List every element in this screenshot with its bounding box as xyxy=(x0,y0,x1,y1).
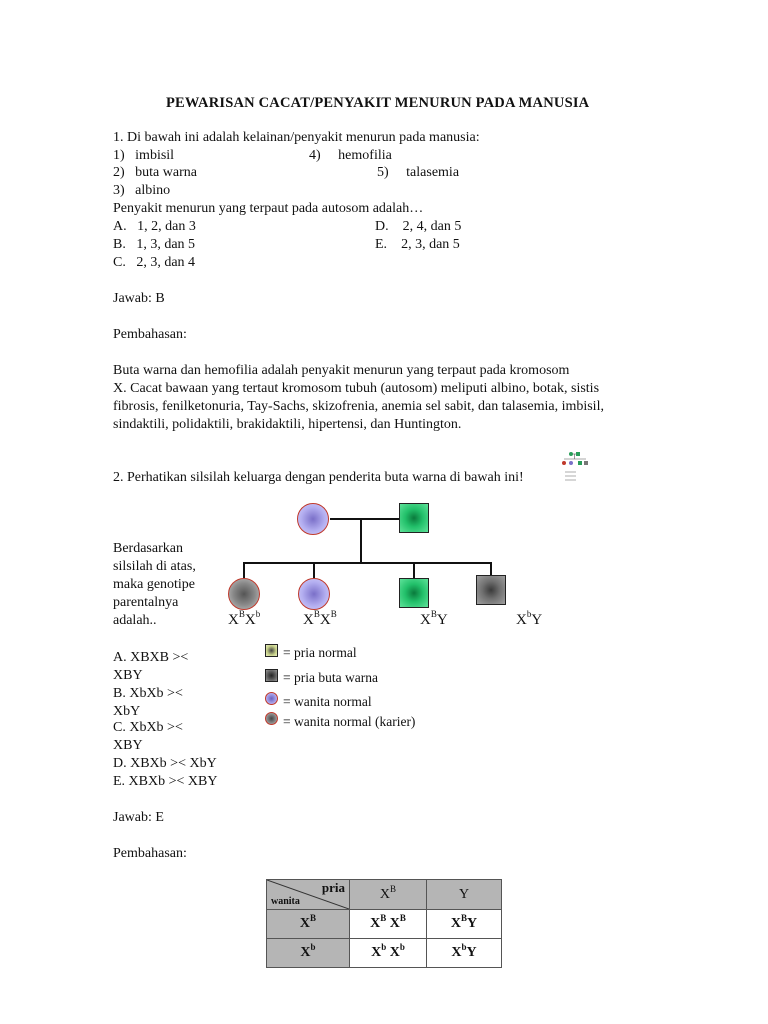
mother-normal-female-symbol xyxy=(297,503,329,535)
father-normal-male-symbol xyxy=(399,503,429,533)
genotype-label: $X^BX^b$ xyxy=(228,609,261,628)
q1-discussion-line: fibrosis, fenilketonuria, Tay-Sachs, skizofrenia, anemia sel sabit, dan talasemia, imbisil, xyxy=(113,399,604,414)
table-cell: $X^bY$ xyxy=(427,939,502,968)
column-header: $X^B$ xyxy=(350,880,427,910)
q2-option-d: D. XBXb >< XbY xyxy=(113,756,217,771)
document-title: PEWARISAN CACAT/PENYAKIT MENURUN PADA MANUSIA xyxy=(166,95,590,111)
q2-option-b-cont: XbY xyxy=(113,704,141,719)
child-drop-line xyxy=(490,562,492,576)
q1-discussion-line: X. Cacat bawaan yang tertaut kromosom tubuh (autosom) meliputi albino, botak, sistis xyxy=(113,381,600,396)
corner-header-cell xyxy=(267,880,350,910)
column-header: Y xyxy=(427,880,502,910)
child-drop-line xyxy=(413,562,415,578)
q2-side-text-line: maka genotipe xyxy=(113,577,196,592)
q2-side-text-line: parentalnya xyxy=(113,595,179,610)
q1-option-b xyxy=(113,237,195,253)
option-text: 2, 3, dan 4 xyxy=(136,255,196,270)
q1-discussion-line: sindaktili, polidaktili, brakidaktili, hipertensi, dan Huntington. xyxy=(113,417,462,432)
q1-option-d xyxy=(375,219,461,235)
corner-pria-label: pria xyxy=(321,880,345,895)
item-number: 3) xyxy=(113,183,125,198)
q1-item-2 xyxy=(113,165,197,181)
child-drop-line xyxy=(313,562,315,578)
option-text: 2, 4, dan 5 xyxy=(402,219,462,234)
q2-side-text-line: Berdasarkan xyxy=(113,541,183,556)
table-cell: $X^BY$ xyxy=(427,910,502,939)
q1-discussion-label: Pembahasan: xyxy=(113,327,187,342)
q1-question: Penyakit menurun yang terpaut pada autosom adalah… xyxy=(113,201,424,216)
option-letter: E. xyxy=(375,237,388,252)
item-text: talasemia xyxy=(406,165,460,180)
punnett-square-table xyxy=(266,879,502,968)
q2-answer: Jawab: E xyxy=(113,810,164,825)
legend-label: = wanita normal (karier) xyxy=(283,714,416,729)
q1-option-a xyxy=(113,219,196,235)
q1-discussion-line: Buta warna dan hemofilia adalah penyakit menurun yang terpaut pada kromosom xyxy=(113,363,570,378)
legend-label: = wanita normal xyxy=(283,694,372,709)
q1-item-5 xyxy=(377,165,459,181)
item-number: 1) xyxy=(113,148,125,163)
legend-carrier-female-icon xyxy=(265,712,278,725)
q2-option-b: B. XbXb >< xyxy=(113,686,183,701)
q2-side-text-line: adalah.. xyxy=(113,613,157,628)
q2-stem: 2. Perhatikan silsilah keluarga dengan penderita buta warna di bawah ini! xyxy=(113,470,524,485)
option-letter: D. xyxy=(375,219,389,234)
son-colorblind-symbol xyxy=(476,575,506,605)
item-number: 2) xyxy=(113,165,125,180)
item-text: hemofilia xyxy=(338,148,392,163)
item-text: albino xyxy=(135,183,171,198)
legend-normal-male-icon xyxy=(265,644,278,657)
genotype-label: $X^BY$ xyxy=(420,609,448,628)
item-text: buta warna xyxy=(135,165,197,180)
item-number: 5) xyxy=(377,165,389,180)
daughter-normal-symbol xyxy=(298,578,330,610)
option-letter: C. xyxy=(113,255,126,270)
table-row xyxy=(267,939,502,968)
genotype-label: $X^bY$ xyxy=(516,609,543,628)
q1-item-3 xyxy=(113,183,170,199)
pedigree-thumbnail-icon xyxy=(560,450,590,484)
q1-option-c xyxy=(113,255,195,271)
q2-side-text-line: silsilah di atas, xyxy=(113,559,196,574)
legend-normal-female-icon xyxy=(265,692,278,705)
q2-option-e: E. XBXb >< XBY xyxy=(113,774,218,789)
legend-label: = pria normal xyxy=(283,645,357,660)
daughter-carrier-symbol xyxy=(228,578,260,610)
q1-stem: 1. Di bawah ini adalah kelainan/penyakit menurun pada manusia: xyxy=(113,130,480,145)
table-row xyxy=(267,910,502,939)
child-drop-line xyxy=(243,562,245,578)
q2-option-c-cont: XBY xyxy=(113,738,143,753)
q1-answer: Jawab: B xyxy=(113,291,165,306)
genotype-label: $X^BX^B$ xyxy=(303,609,337,628)
legend-colorblind-male-icon xyxy=(265,669,278,682)
q2-discussion-label: Pembahasan: xyxy=(113,846,187,861)
q1-item-4 xyxy=(309,148,392,164)
sibship-line xyxy=(243,562,492,564)
item-text: imbisil xyxy=(135,148,175,163)
descent-line xyxy=(360,519,362,563)
option-text: 1, 2, dan 3 xyxy=(137,219,196,234)
q1-item-1 xyxy=(113,148,174,164)
table-cell: $X^b$ $X^b$ xyxy=(350,939,427,968)
table-cell: $X^B$ $X^B$ xyxy=(350,910,427,939)
option-letter: B. xyxy=(113,237,126,252)
q2-option-a-cont: XBY xyxy=(113,668,143,683)
table-row xyxy=(267,880,502,910)
q1-option-e xyxy=(375,237,460,253)
son-normal-symbol xyxy=(399,578,429,608)
q2-option-a: A. XBXB >< xyxy=(113,650,189,665)
legend-label: = pria buta warna xyxy=(283,670,378,685)
option-letter: A. xyxy=(113,219,127,234)
marriage-line xyxy=(330,518,400,520)
q2-option-c: C. XbXb >< xyxy=(113,720,183,735)
option-text: 1, 3, dan 5 xyxy=(136,237,196,252)
row-header: $X^b$ xyxy=(267,939,350,968)
corner-wanita-label: wanita xyxy=(271,896,300,907)
option-text: 2, 3, dan 5 xyxy=(401,237,460,252)
item-number: 4) xyxy=(309,148,321,163)
row-header: $X^B$ xyxy=(267,910,350,939)
